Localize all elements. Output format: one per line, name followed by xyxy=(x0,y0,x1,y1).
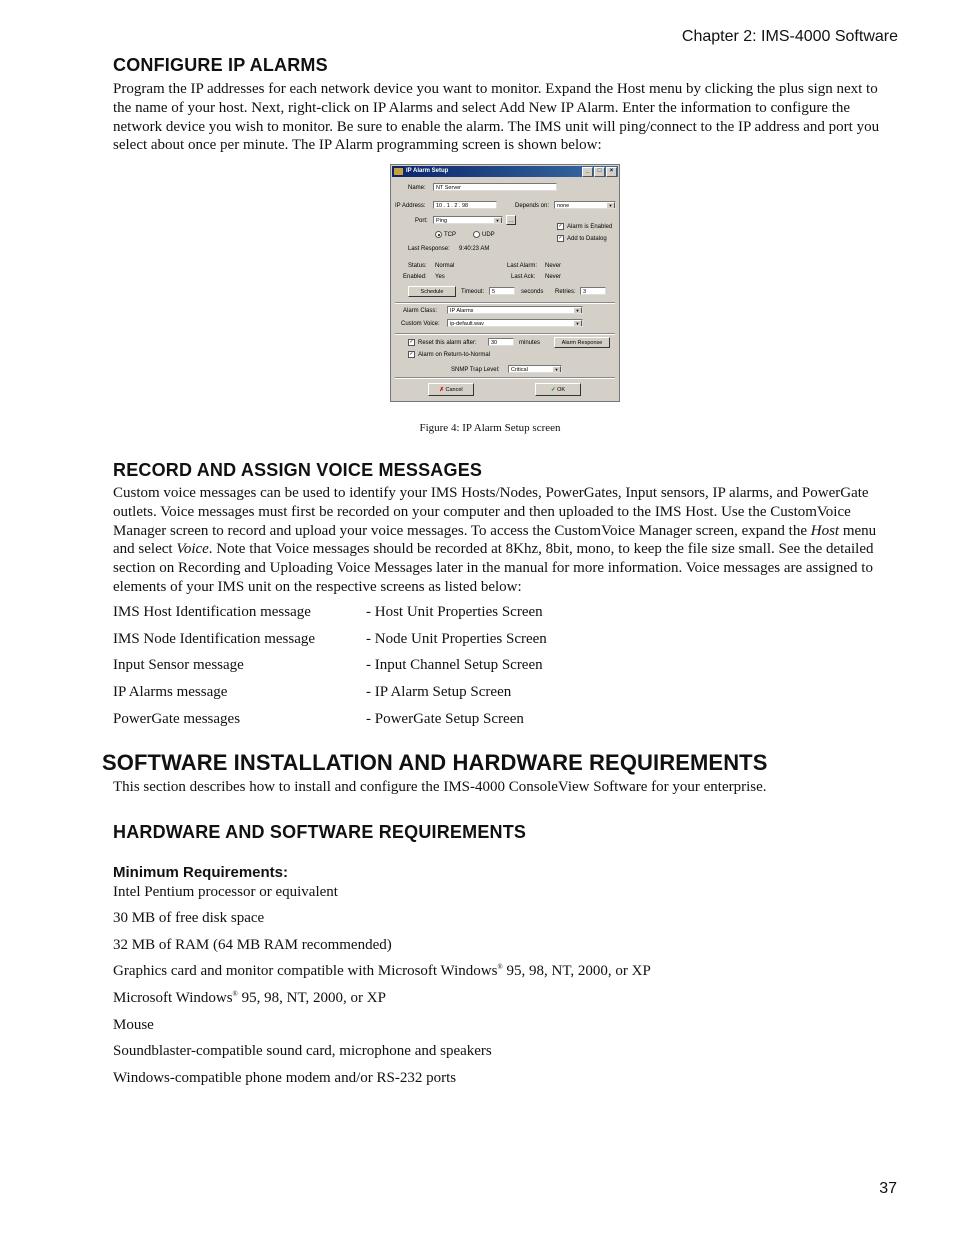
check-icon: ✓ xyxy=(409,339,414,345)
depends-on-label: Depends on: xyxy=(515,203,550,209)
registered-mark: ® xyxy=(232,990,238,998)
udp-label: UDP xyxy=(482,232,495,239)
add-datalog-checkbox[interactable] xyxy=(557,235,607,242)
minutes-label: minutes xyxy=(519,340,541,346)
close-icon[interactable]: × xyxy=(606,167,617,177)
voice-body-voice: Voice xyxy=(176,541,209,558)
configure-ip-alarms-heading: CONFIGURE IP ALARMS xyxy=(113,55,328,75)
voice-body-part: . Note that Voice messages should be recorded at 8Khz, 8bit, mono, to keep the file size small. See the detailed section on Recording and Uploading Voice Messages later in the manual for more information. Voice messages are assigned to elements of your IMS unit on the respective screens as listed below: xyxy=(113,541,874,595)
maximize-icon[interactable]: □ xyxy=(594,167,605,177)
alarm-response-button[interactable]: Alarm Response xyxy=(554,337,610,348)
alarm-enabled-checkbox[interactable] xyxy=(557,223,612,230)
enabled-value: Yes xyxy=(435,274,445,280)
alarm-class-label: Alarm Class: xyxy=(403,308,438,314)
dialog-title: IP Alarm Setup xyxy=(406,168,449,174)
depends-on-value: none xyxy=(557,203,570,209)
assignment-row xyxy=(113,631,547,648)
assignment-row xyxy=(113,604,543,621)
registered-mark: ® xyxy=(497,963,503,971)
tcp-label: TCP xyxy=(444,232,456,239)
reset-minutes-field[interactable]: 30 xyxy=(488,338,514,346)
last-response-value: 9:40:23 AM xyxy=(459,246,490,252)
figure-caption: Figure 4: IP Alarm Setup screen xyxy=(419,422,561,434)
chevron-down-icon: ▼ xyxy=(493,217,502,224)
requirement-item: 30 MB of free disk space xyxy=(113,910,265,926)
ok-button[interactable] xyxy=(535,383,581,396)
assignment-row xyxy=(113,684,511,701)
voice-body-host: Host xyxy=(810,522,840,539)
retries-field[interactable]: 3 xyxy=(580,287,606,295)
requirement-item: Mouse xyxy=(113,1017,154,1033)
last-alarm-label: Last Alarm: xyxy=(507,263,538,269)
configure-ip-alarms-body: Program the IP addresses for each network device you want to monitor. Expand the Host menu by clicking the plus sign next to the name of your host. Next, right-click on IP Alarms and select Add New IP Alarm. Enter the information to configure the network device you wish to monitor. Be sure to enable the alarm. The IMS unit will ping/connect to the IP address and port you select about once per minute. The IP Alarm programming screen is shown below: xyxy=(113,81,880,154)
return-to-normal-label: Alarm on Return-to-Normal xyxy=(418,352,491,359)
check-icon: ✓ xyxy=(558,223,563,229)
snmp-trap-level-select[interactable] xyxy=(508,365,562,373)
assignment-screen: - Node Unit Properties Screen xyxy=(366,631,547,647)
voice-messages-body xyxy=(113,484,888,597)
chevron-down-icon: ▼ xyxy=(573,307,582,314)
cancel-button[interactable] xyxy=(428,383,474,396)
assignment-message: Input Sensor message xyxy=(113,657,244,673)
enabled-label: Enabled: xyxy=(403,274,427,280)
timeout-label: Timeout: xyxy=(461,289,485,295)
hardware-software-heading: HARDWARE AND SOFTWARE REQUIREMENTS xyxy=(113,822,527,842)
ok-label: OK xyxy=(557,387,566,393)
port-value: Ping xyxy=(436,218,448,224)
cancel-x-icon: ✗ xyxy=(439,387,444,393)
requirement-item: Intel Pentium processor or equivalent xyxy=(113,884,338,900)
divider xyxy=(395,302,615,304)
software-installation-heading: SOFTWARE INSTALLATION AND HARDWARE REQUIREMENTS xyxy=(102,750,768,775)
assignment-message: IP Alarms message xyxy=(113,684,228,700)
assignment-screen: - PowerGate Setup Screen xyxy=(366,711,524,727)
assignment-message: PowerGate messages xyxy=(113,711,241,727)
alarm-class-select[interactable] xyxy=(447,306,583,314)
ok-check-icon: ✓ xyxy=(550,387,556,393)
last-alarm-value: Never xyxy=(545,263,562,269)
requirement-text: Graphics card and monitor compatible with Microsoft Windows xyxy=(113,963,498,979)
snmp-trap-level-value: Critical xyxy=(511,367,528,373)
return-to-normal-checkbox[interactable] xyxy=(408,351,490,358)
minimum-requirements-heading: Minimum Requirements: xyxy=(113,864,289,881)
assignment-screen: - Host Unit Properties Screen xyxy=(366,604,543,620)
assignment-screen: - IP Alarm Setup Screen xyxy=(366,684,512,700)
depends-on-select[interactable] xyxy=(554,201,616,209)
reset-alarm-label: Reset this alarm after: xyxy=(418,340,477,347)
assignment-message: IMS Node Identification message xyxy=(113,631,316,647)
page-number: 37 xyxy=(879,1180,897,1197)
check-icon: ✓ xyxy=(558,235,563,241)
snmp-trap-level-label: SNMP Trap Level: xyxy=(451,367,500,373)
voice-body-part: Custom voice messages can be used to identify your IMS Hosts/Nodes, PowerGates, Input sensors, IP alarms, and PowerGate outlets. Voice messages must first be recorded on your computer and then uploaded to the IMS Host. Use the CustomVoice Manager screen to record and upload your voice messages. To access the CustomVoice Manager screen, expand the xyxy=(113,485,869,539)
retries-label: Retries: xyxy=(555,289,576,295)
udp-radio[interactable] xyxy=(473,231,495,238)
divider xyxy=(395,333,615,335)
software-installation-body: This section describes how to install and configure the IMS-4000 ConsoleView Software for your enterprise. xyxy=(113,779,767,795)
schedule-button[interactable]: Schedule xyxy=(408,286,456,297)
chapter-header: Chapter 2: IMS-4000 Software xyxy=(681,28,898,45)
minimize-icon[interactable]: _ xyxy=(582,167,593,177)
last-response-label: Last Response: xyxy=(408,246,450,252)
name-label: Name: xyxy=(408,185,426,191)
custom-voice-select[interactable] xyxy=(447,319,583,327)
ip-address-field[interactable]: 10 . 1 . 2 . 98 xyxy=(433,201,497,209)
custom-voice-label: Custom Voice: xyxy=(401,321,440,327)
port-select[interactable] xyxy=(433,216,503,224)
divider xyxy=(395,377,615,379)
requirement-item: Windows-compatible phone modem and/or RS-232 ports xyxy=(113,1070,457,1086)
last-ack-label: Last Ack: xyxy=(511,274,536,280)
assignment-row xyxy=(113,657,543,674)
requirement-text: 95, 98, NT, 2000, or XP xyxy=(502,963,651,979)
last-ack-value: Never xyxy=(545,274,562,280)
assignment-message: IMS Host Identification message xyxy=(113,604,311,620)
requirement-item: Soundblaster-compatible sound card, microphone and speakers xyxy=(113,1043,492,1059)
requirement-text: 95, 98, NT, 2000, or XP xyxy=(237,990,386,1006)
app-icon xyxy=(394,168,403,175)
chevron-down-icon: ▼ xyxy=(606,202,615,209)
voice-body-part: menu and select xyxy=(113,522,877,558)
requirement-item xyxy=(113,990,386,1007)
alarm-class-value: IP Alarms xyxy=(450,308,474,314)
reset-alarm-checkbox[interactable] xyxy=(408,339,477,346)
ip-address-label: IP Address: xyxy=(395,203,426,209)
assignment-screen: - Input Channel Setup Screen xyxy=(366,657,543,673)
requirement-item: 32 MB of RAM (64 MB RAM recommended) xyxy=(113,937,392,953)
requirement-item xyxy=(113,963,651,980)
seconds-label: seconds xyxy=(521,289,544,295)
radio-icon xyxy=(473,231,480,238)
chevron-down-icon: ▼ xyxy=(573,320,582,327)
ip-alarm-setup-dialog xyxy=(390,164,620,402)
timeout-field[interactable]: 5 xyxy=(489,287,515,295)
port-browse-button[interactable]: ... xyxy=(506,215,516,225)
name-field[interactable]: NT Server xyxy=(433,183,557,191)
custom-voice-value: ip-default.wav xyxy=(450,321,484,327)
tcp-radio[interactable] xyxy=(435,231,456,238)
status-label: Status: xyxy=(408,263,427,269)
radio-selected-icon xyxy=(435,231,442,238)
voice-messages-heading: RECORD AND ASSIGN VOICE MESSAGES xyxy=(113,460,483,480)
port-label: Port: xyxy=(415,218,428,224)
alarm-enabled-label: Alarm is Enabled xyxy=(567,224,613,231)
requirement-text: Microsoft Windows xyxy=(113,990,233,1006)
check-icon: ✓ xyxy=(409,351,414,357)
assignment-row xyxy=(113,711,524,728)
status-value: Normal xyxy=(435,263,455,269)
cancel-label: Cancel xyxy=(445,387,463,393)
chevron-down-icon: ▼ xyxy=(552,366,561,373)
add-datalog-label: Add to Datalog xyxy=(567,236,607,243)
dialog-titlebar xyxy=(392,166,618,177)
